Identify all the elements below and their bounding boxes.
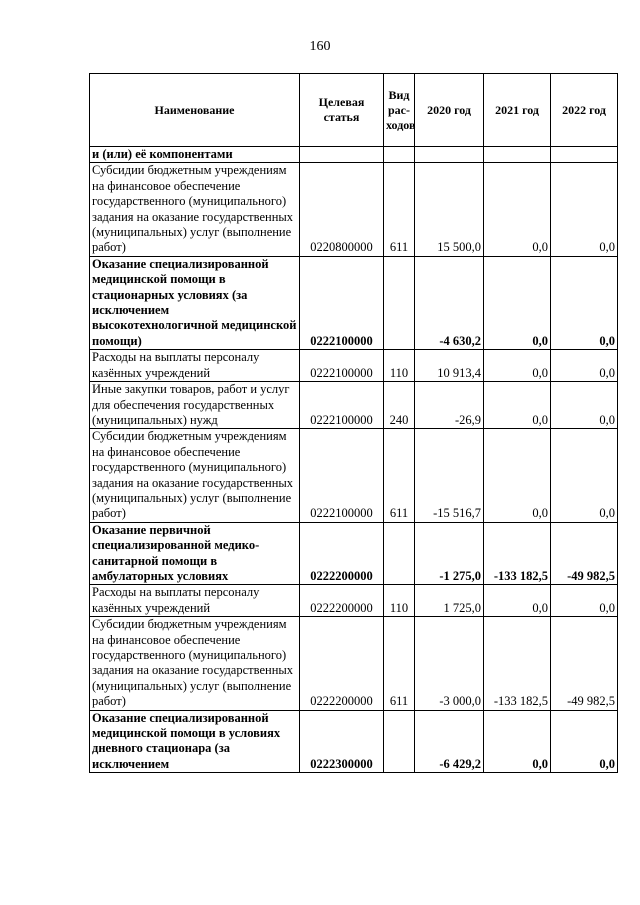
row-value-2021: 0,0 [484,429,551,522]
table-row [90,710,618,773]
row-kind [384,256,415,349]
row-value-2020: 1 725,0 [415,585,484,617]
row-value-2021: 0,0 [484,256,551,349]
row-kind [384,522,415,585]
row-value-2022: 0,0 [551,710,618,773]
row-value-2020 [415,147,484,163]
budget-table [89,73,618,773]
row-code: 0222200000 [300,585,384,617]
row-code: 0222100000 [300,429,384,522]
header-name: Наименование [90,74,300,147]
row-value-2022: -49 982,5 [551,522,618,585]
row-code [300,147,384,163]
row-value-2022: 0,0 [551,163,618,256]
row-kind: 110 [384,585,415,617]
row-value-2021: -133 182,5 [484,617,551,710]
row-name: Субсидии бюджетным учреждениям на финансовое обеспечение государственного (муниципального) задания на оказание государственных (муниципальных) услуг (выполнение работ) [90,617,300,710]
row-value-2021: 0,0 [484,585,551,617]
row-name: Субсидии бюджетным учреждениям на финансовое обеспечение государственного (муниципального) задания на оказание государственных (муниципальных) услуг (выполнение работ) [90,429,300,522]
row-value-2022: 0,0 [551,350,618,382]
row-value-2021: 0,0 [484,710,551,773]
table-row [90,147,618,163]
row-kind: 611 [384,429,415,522]
row-name: Оказание специализированной медицинской помощи в стационарных условиях (за исключением высокотехнологичной медицинской помощи) [90,256,300,349]
row-code: 0222200000 [300,617,384,710]
row-value-2021: 0,0 [484,382,551,429]
header-2021: 2021 год [484,74,551,147]
table-row [90,522,618,585]
table-row [90,350,618,382]
row-value-2022: 0,0 [551,382,618,429]
row-kind: 611 [384,617,415,710]
row-code: 0220800000 [300,163,384,256]
row-value-2020: -6 429,2 [415,710,484,773]
row-kind: 240 [384,382,415,429]
row-kind [384,147,415,163]
header-2022: 2022 год [551,74,618,147]
row-value-2020: 10 913,4 [415,350,484,382]
row-name: и (или) её компонентами [90,147,300,163]
header-2020: 2020 год [415,74,484,147]
row-value-2020: -15 516,7 [415,429,484,522]
row-code: 0222100000 [300,382,384,429]
row-value-2021 [484,147,551,163]
table-row [90,429,618,522]
row-kind: 110 [384,350,415,382]
row-value-2022: 0,0 [551,429,618,522]
row-code: 0222100000 [300,256,384,349]
table-row [90,163,618,256]
row-value-2022: -49 982,5 [551,617,618,710]
table-header-row [90,74,618,147]
page-number: 160 [309,39,331,54]
row-name: Субсидии бюджетным учреждениям на финансовое обеспечение государственного (муниципального) задания на оказание государственных (муниципальных) услуг (выполнение работ) [90,163,300,256]
row-kind [384,710,415,773]
row-value-2022 [551,147,618,163]
row-value-2020: -1 275,0 [415,522,484,585]
row-name: Расходы на выплаты персоналу казённых учреждений [90,585,300,617]
row-code: 0222200000 [300,522,384,585]
row-code: 0222300000 [300,710,384,773]
table-row [90,382,618,429]
row-name: Иные закупки товаров, работ и услуг для обеспечения государственных (муниципальных) нужд [90,382,300,429]
row-value-2022: 0,0 [551,256,618,349]
row-code: 0222100000 [300,350,384,382]
header-kind: Вид рас-ходов [384,74,415,147]
row-name: Расходы на выплаты персоналу казённых учреждений [90,350,300,382]
row-value-2020: -3 000,0 [415,617,484,710]
table-row [90,256,618,349]
row-name: Оказание первичной специализированной медико-санитарной помощи в амбулаторных условиях [90,522,300,585]
row-value-2020: -26,9 [415,382,484,429]
row-value-2020: 15 500,0 [415,163,484,256]
row-value-2021: 0,0 [484,350,551,382]
row-name: Оказание специализированной медицинской помощи в условиях дневного стационара (за исключением [90,710,300,773]
header-code: Целевая статья [300,74,384,147]
row-value-2020: -4 630,2 [415,256,484,349]
row-value-2021: 0,0 [484,163,551,256]
table-row [90,617,618,710]
table-row [90,585,618,617]
row-value-2022: 0,0 [551,585,618,617]
row-value-2021: -133 182,5 [484,522,551,585]
row-kind: 611 [384,163,415,256]
